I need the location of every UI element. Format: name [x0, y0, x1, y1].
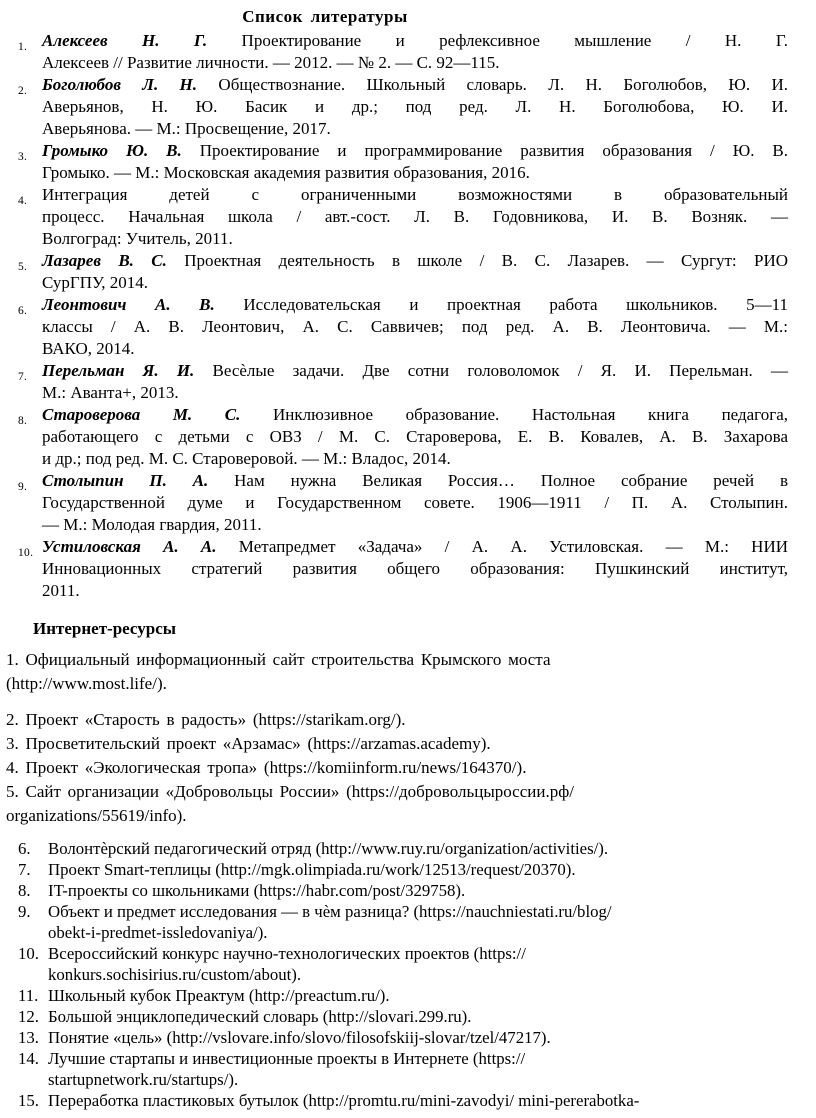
text-line: obekt-i-predmet-issledovaniya/). [48, 923, 268, 942]
text-line: СурГПУ, 2014. [42, 273, 149, 292]
item-number: 9. [18, 481, 28, 493]
author-name: Лазарев В. С. [42, 251, 167, 270]
text-line: ВАКО, 2014. [42, 339, 135, 358]
text-line: 5. Сайт организации «Добровольцы России» (https://добровольцыроссии.рф/ [6, 782, 574, 801]
text-line: Аверьянов, Н. Ю. Басик и др.; под ред. Л. Н. Боголюбова, Ю. И. [42, 97, 788, 116]
text-line: Лазарев В. С. Проектная деятельность в школе / В. С. Лазарев. — Сургут: РИО [42, 251, 788, 270]
author-name: Столыпин П. А. [42, 471, 209, 490]
resource-paragraph [6, 756, 786, 780]
author-name: Устиловская А. А. [42, 537, 217, 556]
item-number: 13. [18, 1028, 39, 1047]
text-line: organizations/55619/info). [6, 806, 187, 825]
text-line: Всероссийский конкурс научно-технологических проектов (https:// [48, 944, 526, 963]
bibliography-item [16, 30, 788, 74]
text-line: Инновационных стратегий развития общего образования: Пушкинский институт, [42, 559, 788, 578]
text-line: Большой энциклопедический словарь (http://slovari.299.ru). [48, 1007, 472, 1026]
internet-resources-paragraphs [6, 648, 786, 828]
resource-paragraph [6, 648, 786, 696]
item-number: 10. [18, 944, 39, 963]
bibliography-item [16, 470, 788, 536]
text-line: 2. Проект «Старость в радость» (https://starikam.org/). [6, 710, 406, 729]
text-line: Государственной думе и Государственном совете. 1906—1911 / П. А. Столыпин. [42, 493, 788, 512]
bibliography-item [16, 294, 788, 360]
item-number: 4. [18, 195, 28, 207]
text-line: 2011. [42, 581, 80, 600]
text-line: Школьный кубок Преактум (http://preactum.ru/). [48, 986, 390, 1005]
text-line: 3. Просветительский проект «Арзамас» (https://arzamas.academy). [6, 734, 491, 753]
text-line: Интеграция детей с ограниченными возможностями в образовательный [42, 185, 788, 204]
bibliography-item [16, 536, 788, 602]
item-number: 5. [6, 782, 19, 801]
text-line: Громыко. — М.: Московская академия развития образования, 2016. [42, 163, 530, 182]
bibliography-item [16, 360, 788, 404]
resource-item [18, 985, 790, 1006]
text-line: Волонтѐрский педагогический отряд (http://www.ruy.ru/organization/activities/). [48, 839, 609, 858]
text-line: процесс. Начальная школа / авт.-сост. Л. В. Годовникова, И. В. Возняк. — [42, 207, 788, 226]
item-number: 8. [18, 415, 28, 427]
text-line: Перельман Я. И. Весѐлые задачи. Две сотни головоломок / Я. И. Перельман. — [42, 361, 789, 380]
text-line: и др.; под ред. М. С. Староверовой. — М.: Владос, 2014. [42, 449, 451, 468]
resource-item [18, 1027, 790, 1048]
bibliography-item [16, 140, 788, 184]
text-line: Устиловская А. А. Метапредмет «Задача» / А. А. Устиловская. — М.: НИИ [42, 537, 789, 556]
text-line: Проект Smart-теплицы (http://mgk.olimpiada.ru/work/12513/request/20370). [48, 860, 576, 879]
item-number: 3. [6, 734, 19, 753]
item-number: 7. [18, 371, 28, 383]
text-line: Объект и предмет исследования — в чѐм разница? (https://nauchniestati.ru/blog/ [48, 902, 612, 921]
text-line: Лучшие стартапы и инвестиционные проекты в Интернете (https:// [48, 1049, 526, 1068]
text-line: Переработка пластиковых бутылок (http://promtu.ru/mini-zavodyi/ mini-pererabotka- [48, 1091, 640, 1110]
item-number: 14. [18, 1049, 39, 1068]
text-line: Понятие «цель» (http://vslovare.info/slovo/filosofskiij-slovar/tzel/47217). [48, 1028, 551, 1047]
resource-paragraph [6, 708, 786, 732]
resource-item [18, 1006, 790, 1027]
text-line: Алексеев Н. Г. Проектирование и рефлексивное мышление / Н. Г. [42, 31, 788, 50]
text-line: Аверьянова. — М.: Просвещение, 2017. [42, 119, 331, 138]
text-line: классы / А. В. Леонтович, А. С. Саввичев; под ред. А. В. Леонтовича. — М.: [42, 317, 788, 336]
bibliography-item [16, 74, 788, 140]
text-line: М.: Аванта+, 2013. [42, 383, 179, 402]
text-line: Громыко Ю. В. Проектирование и программирование развития образования / Ю. В. [42, 141, 789, 160]
text-line: 1. Официальный информационный сайт строительства Крымского моста [6, 650, 551, 669]
bibliography-item [16, 184, 788, 250]
resource-item [18, 1048, 790, 1090]
item-number: 9. [18, 902, 31, 921]
author-name: Перельман Я. И. [42, 361, 195, 380]
item-number: 6. [18, 305, 28, 317]
item-number: 1. [6, 650, 19, 669]
text-line: Столыпин П. А. Нам нужна Великая Россия… Полное собрание речей в [42, 471, 788, 490]
text-line: Староверова М. С. Инклюзивное образование. Настольная книга педагога, [42, 405, 789, 424]
text-line: Леонтович А. В. Исследовательская и проектная работа школьников. 5—11 [42, 295, 789, 314]
resource-item [18, 901, 790, 943]
item-number: 7. [18, 860, 31, 879]
item-number: 10. [18, 547, 34, 559]
bibliography-item [16, 250, 788, 294]
item-number: 15. [18, 1091, 39, 1110]
item-number: 12. [18, 1007, 39, 1026]
item-number: 11. [18, 986, 39, 1005]
text-line: Волгоград: Учитель, 2011. [42, 229, 233, 248]
bibliography-list [16, 30, 788, 602]
author-name: Алексеев Н. Г. [42, 31, 208, 50]
author-name: Леонтович А. В. [42, 295, 215, 314]
item-number: 1. [18, 41, 28, 53]
resource-paragraph [6, 732, 786, 756]
resource-item [18, 880, 790, 901]
item-number: 2. [6, 710, 19, 729]
text-line: IT-проекты со школьниками (https://habr.com/post/329758). [48, 881, 466, 900]
item-number: 5. [18, 261, 28, 273]
resource-item [18, 943, 790, 985]
resource-item [18, 838, 790, 859]
resource-paragraph [6, 780, 786, 828]
text-line: Алексеев // Развитие личности. — 2012. — № 2. — С. 92—115. [42, 53, 500, 72]
item-number: 6. [18, 839, 31, 858]
internet-resources-heading: Интернет-ресурсы [33, 619, 177, 638]
internet-resources-list [18, 838, 790, 1111]
item-number: 2. [18, 85, 28, 97]
resource-item [18, 1090, 790, 1111]
author-name: Громыко Ю. В. [42, 141, 182, 160]
item-number: 8. [18, 881, 31, 900]
text-line: Боголюбов Л. Н. Обществознание. Школьный словарь. Л. Н. Боголюбов, Ю. И. [42, 75, 789, 94]
text-line: работающего с детьми с ОВЗ / М. С. Староверова, Е. В. Ковалев, А. В. Захарова [42, 427, 788, 446]
author-name: Боголюбов Л. Н. [42, 75, 198, 94]
item-number: 4. [6, 758, 19, 777]
text-line: startupnetwork.ru/startups/). [48, 1070, 239, 1089]
text-line: — М.: Молодая гвардия, 2011. [42, 515, 262, 534]
resource-item [18, 859, 790, 880]
text-line: konkurs.sochisirius.ru/custom/about). [48, 965, 302, 984]
item-number: 3. [18, 151, 28, 163]
text-line: (http://www.most.life/). [6, 674, 167, 693]
author-name: Староверова М. С. [42, 405, 241, 424]
page-title: Список литературы [242, 7, 408, 26]
bibliography-item [16, 404, 788, 470]
text-line: 4. Проект «Экологическая тропа» (https://komiinform.ru/news/164370/). [6, 758, 527, 777]
